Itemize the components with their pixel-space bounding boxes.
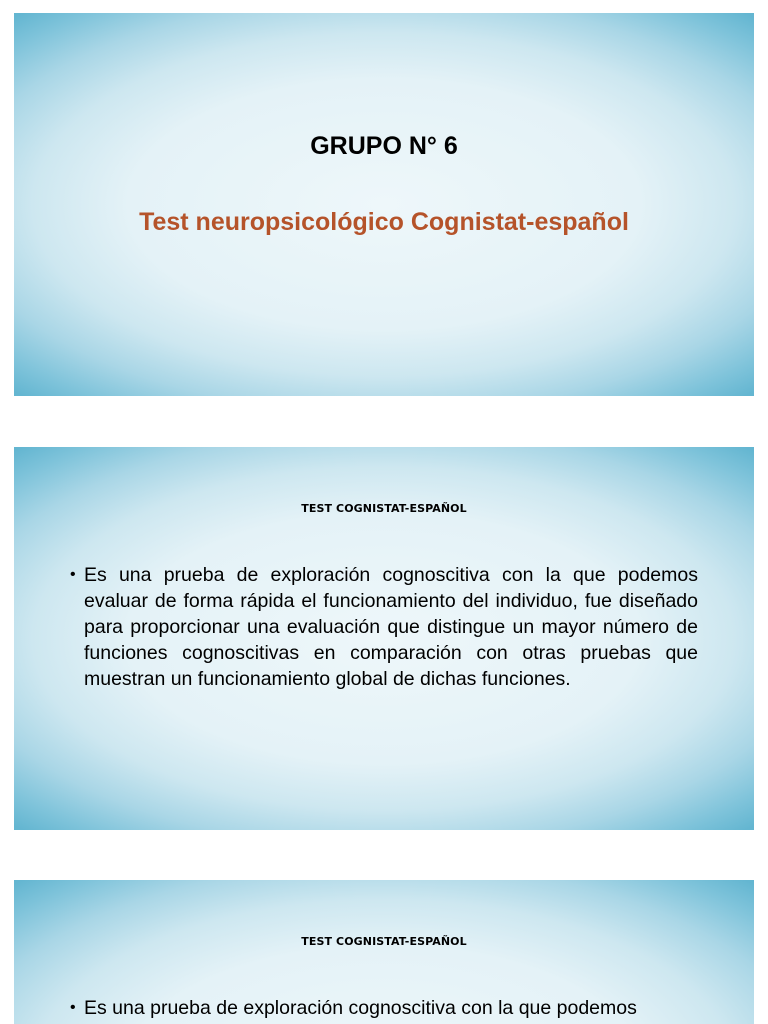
- presentation-title: Test neuropsicológico Cognistat-español: [139, 208, 629, 236]
- bullet-item: [70, 562, 698, 692]
- slide-heading: TEST COGNISTAT-ESPAÑOL: [301, 502, 467, 515]
- bullet-item: [70, 995, 698, 1021]
- group-title: GRUPO N° 6: [310, 132, 458, 160]
- bullet-marker: •: [70, 566, 76, 583]
- bullet-marker: •: [70, 999, 76, 1016]
- bullet-text: Es una prueba de exploración cognoscitiva con la que podemos evaluar de forma rápida el funcionamiento del individuo, fue diseñado para proporcionar una evaluación que distingue un mayor número de funciones cognoscitivas en comparación con otras pruebas que muestran un funcionamiento global de dichas funciones.: [84, 564, 698, 690]
- slide-1: [14, 13, 754, 396]
- slide-3: [14, 880, 754, 1024]
- bullet-text: Es una prueba de exploración cognoscitiva con la que podemos: [84, 997, 637, 1019]
- slide-2: [14, 447, 754, 830]
- slide-heading: TEST COGNISTAT-ESPAÑOL: [301, 935, 467, 948]
